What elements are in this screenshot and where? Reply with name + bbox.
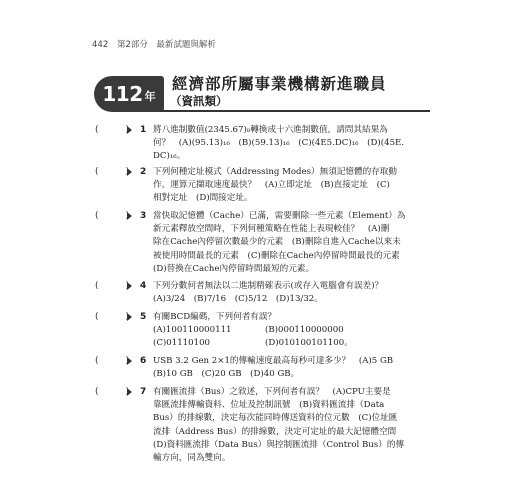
- triangle-marker-icon: [127, 126, 132, 134]
- question-line: (B)10 GB (C)20 GB (D)40 GB。: [153, 369, 300, 380]
- question-line: 作，運算元擷取速度最快？ (A)立即定址 (B)直接定址 (C): [153, 180, 390, 191]
- question-number: 6: [140, 356, 147, 366]
- triangle-marker-icon: [127, 168, 132, 176]
- question-text: [153, 166, 440, 206]
- question-line: 下列分數何者無法以二進制精確表示(或存入電腦會有誤差)？: [153, 281, 384, 291]
- question-text: [153, 124, 440, 164]
- question-line: 流排（Address Bus）的排線數，決定可定址的最大記憶體空間: [153, 426, 397, 437]
- question-text: [153, 355, 440, 381]
- question-text: [153, 210, 440, 276]
- question-line: 下列何種定址模式（Addressing Modes）無須記憶體的存取動: [153, 167, 397, 177]
- triangle-marker-icon: [127, 313, 132, 321]
- question-number: 3: [140, 211, 147, 221]
- answer-blank: ( ): [95, 281, 129, 291]
- option-b: (B)000110000000: [265, 325, 344, 336]
- exam-title-block: [90, 72, 430, 112]
- triangle-marker-icon: [127, 212, 132, 220]
- question-number: 7: [140, 387, 147, 397]
- option-a: (A)100110000111: [153, 325, 232, 336]
- answer-blank: ( ): [95, 167, 129, 177]
- question-number: 2: [140, 167, 147, 177]
- question-line: 有關BCD編碼，下列何者有誤？: [153, 312, 277, 322]
- question-line: DC)₁₆。: [153, 151, 186, 162]
- question-line: 輸方向，同為雙向。: [153, 453, 231, 464]
- answer-blank: ( ): [95, 387, 129, 397]
- year-badge: [94, 76, 164, 112]
- triangle-marker-icon: [127, 388, 132, 396]
- option-d: (D)010100101100。: [265, 338, 353, 349]
- title-underline: [160, 110, 430, 112]
- year-value: 112: [102, 82, 143, 106]
- page-number: 442: [92, 40, 109, 50]
- question-line: 除在Cache內停留次數最少的元素 (B)刪除自進入Cache以來未: [153, 237, 401, 248]
- question-line: 何？ (A)(95.13)₁₆ (B)(59.13)₁₆ (C)(4E5.DC)₁₆ (D)(45E.: [153, 138, 405, 149]
- question-line: (D)資料匯流排（Data Bus）與控制匯流排（Control Bus）的傳: [153, 439, 405, 450]
- question-line: 靠匯流排傳輸資料、位址及控制訊號 (B)資料匯流排（Data: [153, 400, 385, 411]
- question-text: [153, 280, 440, 306]
- answer-blank: ( ): [95, 312, 129, 322]
- question-line: (A)3/24 (B)7/16 (C)5/12 (D)13/32。: [153, 294, 323, 305]
- exam-title: 經濟部所屬事業機構新進職員: [172, 75, 387, 93]
- triangle-marker-icon: [127, 282, 132, 290]
- question-line: 有關匯流排（Bus）之敘述，下列何者有誤？ (A)CPU主要是: [153, 387, 391, 397]
- question-line: 將八進制數值(2345.67)₈轉換成十六進制數值，請問其結果為: [153, 125, 388, 135]
- question-line: 新元素釋放空間時，下列何種策略在性能上表現較佳？ (A)刪: [153, 224, 390, 235]
- question-line: Bus）的排線數，決定每次能同時傳送資料的位元數 (C)位址匯: [153, 413, 398, 424]
- question-line: (D)替換在Cache內停留時間最短的元素。: [153, 263, 315, 274]
- question-text: [153, 311, 440, 351]
- triangle-marker-icon: [127, 357, 132, 365]
- answer-blank: ( ): [95, 211, 129, 221]
- question-line: 當快取記憶體（Cache）已滿，需要刪除一些元素（Element）為: [153, 211, 406, 221]
- question-line: 相對定址 (D)間接定址。: [153, 193, 253, 204]
- option-c: (C)01110100: [153, 338, 211, 349]
- page-header: [92, 38, 216, 50]
- answer-options: [153, 324, 440, 350]
- exam-subtitle: （資訊類）: [170, 94, 228, 108]
- question-line: USB 3.2 Gen 2×1的傳輸速度最高每秒可達多少？ (A)5 GB: [153, 356, 394, 366]
- question-text: [153, 386, 440, 465]
- question-number: 1: [140, 125, 147, 135]
- year-unit: 年: [144, 90, 156, 103]
- answer-blank: ( ): [95, 125, 129, 135]
- question-line: 被使用時間最長的元素 (C)刪除在Cache內停留時間最長的元素: [153, 250, 400, 261]
- answer-blank: ( ): [95, 356, 129, 366]
- question-number: 4: [140, 281, 147, 291]
- question-number: 5: [140, 312, 147, 322]
- section-label: 第2部分 最新試題與解析: [116, 40, 216, 50]
